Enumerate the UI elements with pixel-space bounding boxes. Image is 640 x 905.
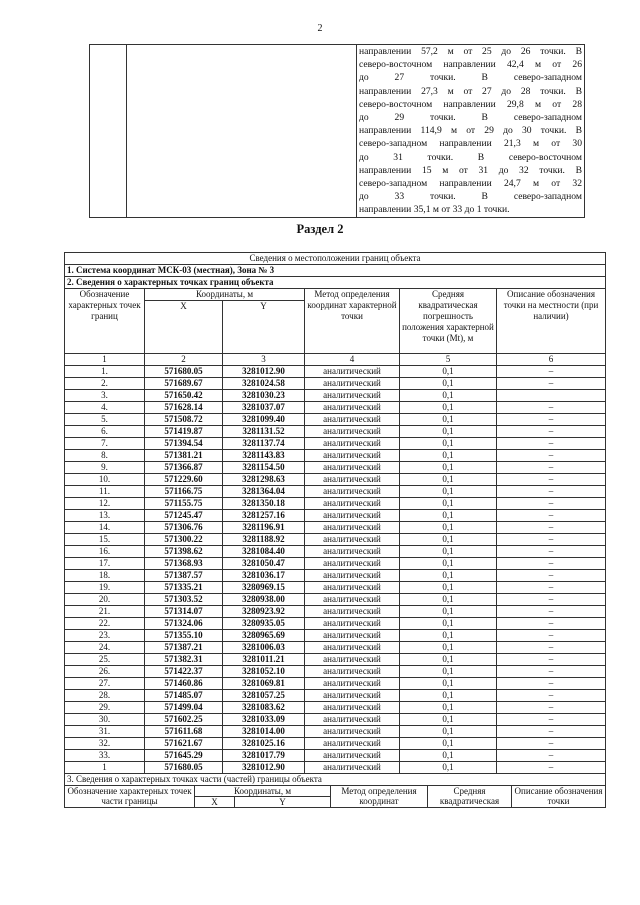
table-row <box>65 462 606 474</box>
coord-y: 3281057.25 <box>223 690 305 702</box>
error: 0,1 <box>400 486 497 498</box>
point-number: 14. <box>65 522 145 534</box>
coord-x: 571368.93 <box>145 558 223 570</box>
parts-header-x: X <box>195 797 235 808</box>
coord-y: 3280923.92 <box>223 606 305 618</box>
error: 0,1 <box>400 570 497 582</box>
table-row <box>65 738 606 750</box>
header-x: X <box>145 301 223 354</box>
coord-y: 3281154.50 <box>223 462 305 474</box>
coord-y: 3281298.63 <box>223 474 305 486</box>
point-number: 5. <box>65 414 145 426</box>
point-number: 1 <box>65 762 145 774</box>
section-title: Раздел 2 <box>296 222 344 236</box>
error: 0,1 <box>400 594 497 606</box>
method: аналитический <box>305 666 400 678</box>
point-number: 1. <box>65 366 145 378</box>
table-row <box>65 390 606 402</box>
boundary-points-table <box>64 252 606 786</box>
error: 0,1 <box>400 738 497 750</box>
error: 0,1 <box>400 558 497 570</box>
table-row <box>65 750 606 762</box>
coord-x: 571300.22 <box>145 534 223 546</box>
coord-y: 3281052.10 <box>223 666 305 678</box>
method: аналитический <box>305 702 400 714</box>
method: аналитический <box>305 642 400 654</box>
table-row <box>65 606 606 618</box>
point-number: 32. <box>65 738 145 750</box>
column-number: 6 <box>497 354 606 366</box>
description-line: направлении 35,1 м от 33 до 1 точки. <box>359 204 510 216</box>
point-number: 28. <box>65 690 145 702</box>
description-line: северо-западном направлении 24,7 м от 32 <box>359 178 582 190</box>
table-row <box>65 714 606 726</box>
description: – <box>497 738 606 750</box>
method: аналитический <box>305 678 400 690</box>
description: – <box>497 642 606 654</box>
error: 0,1 <box>400 582 497 594</box>
table-title: Сведения о местоположении границ объекта <box>65 253 606 265</box>
coord-x: 571422.37 <box>145 666 223 678</box>
method: аналитический <box>305 498 400 510</box>
coord-x: 571602.25 <box>145 714 223 726</box>
description: – <box>497 426 606 438</box>
empty-cell <box>127 45 357 218</box>
point-number: 3. <box>65 390 145 402</box>
coord-x: 571382.31 <box>145 654 223 666</box>
coord-x: 571460.86 <box>145 678 223 690</box>
description-line: до 29 точки. В северо-западном <box>359 112 582 124</box>
header-y: Y <box>223 301 305 354</box>
point-number: 25. <box>65 654 145 666</box>
coord-x: 571324.06 <box>145 618 223 630</box>
point-number: 16. <box>65 546 145 558</box>
parts-header-description: Описание обозначения точки <box>512 786 606 808</box>
coord-y: 3281017.79 <box>223 750 305 762</box>
description: – <box>497 654 606 666</box>
method: аналитический <box>305 486 400 498</box>
error: 0,1 <box>400 534 497 546</box>
description: – <box>497 630 606 642</box>
method: аналитический <box>305 570 400 582</box>
description: – <box>497 750 606 762</box>
table-row <box>65 618 606 630</box>
error: 0,1 <box>400 702 497 714</box>
point-number: 21. <box>65 606 145 618</box>
description-line: направлении 15 м от 31 до 32 точки. В <box>359 164 582 176</box>
point-number: 27. <box>65 678 145 690</box>
continuation-table <box>89 44 585 218</box>
method: аналитический <box>305 426 400 438</box>
method: аналитический <box>305 414 400 426</box>
header-method: Метод определения координат характерной точки <box>305 289 400 354</box>
coord-y: 3280938.00 <box>223 594 305 606</box>
description: – <box>497 498 606 510</box>
method: аналитический <box>305 402 400 414</box>
boundary-description <box>357 45 585 218</box>
parts-header-y: Y <box>235 797 331 808</box>
description: – <box>497 414 606 426</box>
error: 0,1 <box>400 618 497 630</box>
method: аналитический <box>305 462 400 474</box>
point-number: 26. <box>65 666 145 678</box>
coord-y: 3281350.18 <box>223 498 305 510</box>
error: 0,1 <box>400 510 497 522</box>
parts-header-method: Метод определения координат <box>331 786 428 808</box>
method: аналитический <box>305 654 400 666</box>
table-row <box>65 498 606 510</box>
error: 0,1 <box>400 498 497 510</box>
table-row <box>65 630 606 642</box>
method: аналитический <box>305 558 400 570</box>
point-number: 24. <box>65 642 145 654</box>
description-line: до 31 точки. В северо-восточном <box>359 151 582 163</box>
method: аналитический <box>305 762 400 774</box>
method: аналитический <box>305 474 400 486</box>
method: аналитический <box>305 594 400 606</box>
table-row <box>65 558 606 570</box>
table-row <box>65 474 606 486</box>
point-number: 18. <box>65 570 145 582</box>
point-number: 4. <box>65 402 145 414</box>
method: аналитический <box>305 738 400 750</box>
error: 0,1 <box>400 726 497 738</box>
method: аналитический <box>305 438 400 450</box>
description: – <box>497 594 606 606</box>
parts-heading: 3. Сведения о характерных точках части (частей) границы объекта <box>65 774 606 786</box>
table-row <box>65 522 606 534</box>
coord-x: 571398.62 <box>145 546 223 558</box>
coord-y: 3281084.40 <box>223 546 305 558</box>
column-number: 1 <box>65 354 145 366</box>
error: 0,1 <box>400 474 497 486</box>
parts-table <box>64 785 606 808</box>
point-number: 7. <box>65 438 145 450</box>
method: аналитический <box>305 690 400 702</box>
coord-y: 3281012.90 <box>223 762 305 774</box>
coord-y: 3281188.92 <box>223 534 305 546</box>
error: 0,1 <box>400 714 497 726</box>
description: – <box>497 762 606 774</box>
table-row <box>65 378 606 390</box>
coord-y: 3280935.05 <box>223 618 305 630</box>
description: – <box>497 366 606 378</box>
error: 0,1 <box>400 762 497 774</box>
point-number: 2. <box>65 378 145 390</box>
coord-y: 3281024.58 <box>223 378 305 390</box>
error: 0,1 <box>400 630 497 642</box>
method: аналитический <box>305 618 400 630</box>
description: – <box>497 474 606 486</box>
coord-system: 1. Система координат МСК-03 (местная), Зона № 3 <box>65 265 606 277</box>
table-row <box>65 510 606 522</box>
header-designation: Обозначение характерных точек границ <box>65 289 145 354</box>
method: аналитический <box>305 510 400 522</box>
coord-x: 571245.47 <box>145 510 223 522</box>
error: 0,1 <box>400 402 497 414</box>
header-description: Описание обозначения точки на местности (при наличии) <box>497 289 606 354</box>
error: 0,1 <box>400 522 497 534</box>
description-line: направлении 27,3 м от 27 до 28 точки. В <box>359 85 582 97</box>
table-row <box>65 450 606 462</box>
method: аналитический <box>305 750 400 762</box>
coord-x: 571621.67 <box>145 738 223 750</box>
description: – <box>497 690 606 702</box>
method: аналитический <box>305 522 400 534</box>
point-number: 19. <box>65 582 145 594</box>
coord-y: 3281137.74 <box>223 438 305 450</box>
description-line: направлении 57,2 м от 25 до 26 точки. В <box>359 46 582 57</box>
description: – <box>497 666 606 678</box>
coord-x: 571387.57 <box>145 570 223 582</box>
description: – <box>497 678 606 690</box>
coord-x: 571680.05 <box>145 366 223 378</box>
coord-y: 3281257.16 <box>223 510 305 522</box>
point-number: 17. <box>65 558 145 570</box>
method: аналитический <box>305 606 400 618</box>
error: 0,1 <box>400 606 497 618</box>
coord-y: 3281069.81 <box>223 678 305 690</box>
coord-y: 3281050.47 <box>223 558 305 570</box>
table-row <box>65 582 606 594</box>
column-numbers-row <box>65 354 606 366</box>
coord-y: 3281025.16 <box>223 738 305 750</box>
description: – <box>497 486 606 498</box>
error: 0,1 <box>400 450 497 462</box>
coord-y: 3280969.15 <box>223 582 305 594</box>
point-number: 23. <box>65 630 145 642</box>
coord-x: 571229.60 <box>145 474 223 486</box>
coord-x: 571628.14 <box>145 402 223 414</box>
coord-x: 571155.75 <box>145 498 223 510</box>
description: – <box>497 462 606 474</box>
header-error: Средняя квадратическая погрешность положения характерной точки (Mt), м <box>400 289 497 354</box>
coord-y: 3281006.03 <box>223 642 305 654</box>
description: – <box>497 714 606 726</box>
description: – <box>497 402 606 414</box>
coord-y: 3281083.62 <box>223 702 305 714</box>
error: 0,1 <box>400 750 497 762</box>
point-number: 12. <box>65 498 145 510</box>
error: 0,1 <box>400 666 497 678</box>
error: 0,1 <box>400 642 497 654</box>
description: – <box>497 582 606 594</box>
table-row <box>65 702 606 714</box>
error: 0,1 <box>400 654 497 666</box>
point-number: 6. <box>65 426 145 438</box>
error: 0,1 <box>400 366 497 378</box>
method: аналитический <box>305 726 400 738</box>
empty-cell <box>90 45 127 218</box>
coord-y: 3281196.91 <box>223 522 305 534</box>
table-row <box>65 678 606 690</box>
error: 0,1 <box>400 462 497 474</box>
table-row <box>65 366 606 378</box>
description-line: направлении 114,9 м от 29 до 30 точки. В <box>359 125 582 137</box>
error: 0,1 <box>400 546 497 558</box>
error: 0,1 <box>400 390 497 402</box>
description <box>497 390 606 402</box>
description: – <box>497 702 606 714</box>
table-row <box>65 426 606 438</box>
coord-x: 571366.87 <box>145 462 223 474</box>
error: 0,1 <box>400 438 497 450</box>
description: – <box>497 558 606 570</box>
coord-x: 571499.04 <box>145 702 223 714</box>
method: аналитический <box>305 546 400 558</box>
method: аналитический <box>305 450 400 462</box>
parts-header-coords: Координаты, м <box>195 786 331 797</box>
coord-x: 571355.10 <box>145 630 223 642</box>
description: – <box>497 378 606 390</box>
error: 0,1 <box>400 690 497 702</box>
coord-y: 3281099.40 <box>223 414 305 426</box>
description: – <box>497 570 606 582</box>
coord-x: 571645.29 <box>145 750 223 762</box>
parts-header-designation: Обозначение характерных точек части границы <box>65 786 195 808</box>
method: аналитический <box>305 390 400 402</box>
table-row <box>65 402 606 414</box>
table-row <box>65 726 606 738</box>
description-line: до 27 точки. В северо-западном <box>359 72 582 84</box>
point-number: 10. <box>65 474 145 486</box>
description: – <box>497 534 606 546</box>
error: 0,1 <box>400 414 497 426</box>
coord-x: 571394.54 <box>145 438 223 450</box>
coord-x: 571650.42 <box>145 390 223 402</box>
coord-y: 3281036.17 <box>223 570 305 582</box>
coord-y: 3281033.09 <box>223 714 305 726</box>
coord-x: 571387.21 <box>145 642 223 654</box>
column-number: 2 <box>145 354 223 366</box>
method: аналитический <box>305 714 400 726</box>
method: аналитический <box>305 378 400 390</box>
coord-x: 571508.72 <box>145 414 223 426</box>
point-number: 22. <box>65 618 145 630</box>
table-row <box>65 534 606 546</box>
description-line: северо-восточном направлении 29,8 м от 28 <box>359 98 582 110</box>
description-line: северо-восточном направлении 42,4 м от 26 <box>359 59 582 71</box>
table-row <box>65 642 606 654</box>
description: – <box>497 546 606 558</box>
points-heading: 2. Сведения о характерных точках границ объекта <box>65 277 606 289</box>
description: – <box>497 522 606 534</box>
point-number: 8. <box>65 450 145 462</box>
coord-x: 571381.21 <box>145 450 223 462</box>
table-row <box>65 762 606 774</box>
description-line: до 33 точки. В северо-западном <box>359 191 582 203</box>
point-number: 33. <box>65 750 145 762</box>
method: аналитический <box>305 534 400 546</box>
coord-x: 571303.52 <box>145 594 223 606</box>
error: 0,1 <box>400 426 497 438</box>
coord-x: 571314.07 <box>145 606 223 618</box>
description: – <box>497 726 606 738</box>
point-number: 9. <box>65 462 145 474</box>
coord-x: 571680.05 <box>145 762 223 774</box>
column-number: 4 <box>305 354 400 366</box>
table-row <box>65 438 606 450</box>
table-row <box>65 666 606 678</box>
coord-y: 3281364.04 <box>223 486 305 498</box>
table-row <box>65 654 606 666</box>
table-row <box>65 414 606 426</box>
coord-y: 3281030.23 <box>223 390 305 402</box>
point-number: 29. <box>65 702 145 714</box>
table-row <box>65 486 606 498</box>
page-number: 2 <box>317 23 323 34</box>
method: аналитический <box>305 630 400 642</box>
header-coords: Координаты, м <box>145 289 305 301</box>
table-row <box>65 570 606 582</box>
description: – <box>497 618 606 630</box>
description: – <box>497 438 606 450</box>
coord-y: 3281011.21 <box>223 654 305 666</box>
description-line: северо-западном направлении 21,3 м от 30 <box>359 138 582 150</box>
point-number: 11. <box>65 486 145 498</box>
parts-header-error: Средняя квадратическая <box>428 786 512 808</box>
point-number: 30. <box>65 714 145 726</box>
coord-y: 3281037.07 <box>223 402 305 414</box>
coord-x: 571611.68 <box>145 726 223 738</box>
point-number: 15. <box>65 534 145 546</box>
coord-y: 3281012.90 <box>223 366 305 378</box>
table-row <box>65 594 606 606</box>
error: 0,1 <box>400 378 497 390</box>
coord-y: 3280965.69 <box>223 630 305 642</box>
description: – <box>497 606 606 618</box>
coord-x: 571306.76 <box>145 522 223 534</box>
description: – <box>497 450 606 462</box>
coord-x: 571166.75 <box>145 486 223 498</box>
column-number: 5 <box>400 354 497 366</box>
point-number: 13. <box>65 510 145 522</box>
method: аналитический <box>305 366 400 378</box>
coord-x: 571335.21 <box>145 582 223 594</box>
column-number: 3 <box>223 354 305 366</box>
point-number: 20. <box>65 594 145 606</box>
method: аналитический <box>305 582 400 594</box>
table-row <box>65 546 606 558</box>
point-number: 31. <box>65 726 145 738</box>
coord-y: 3281014.00 <box>223 726 305 738</box>
coord-x: 571419.87 <box>145 426 223 438</box>
coord-x: 571485.07 <box>145 690 223 702</box>
error: 0,1 <box>400 678 497 690</box>
table-row <box>65 690 606 702</box>
coord-x: 571689.67 <box>145 378 223 390</box>
coord-y: 3281131.52 <box>223 426 305 438</box>
description: – <box>497 510 606 522</box>
coord-y: 3281143.83 <box>223 450 305 462</box>
